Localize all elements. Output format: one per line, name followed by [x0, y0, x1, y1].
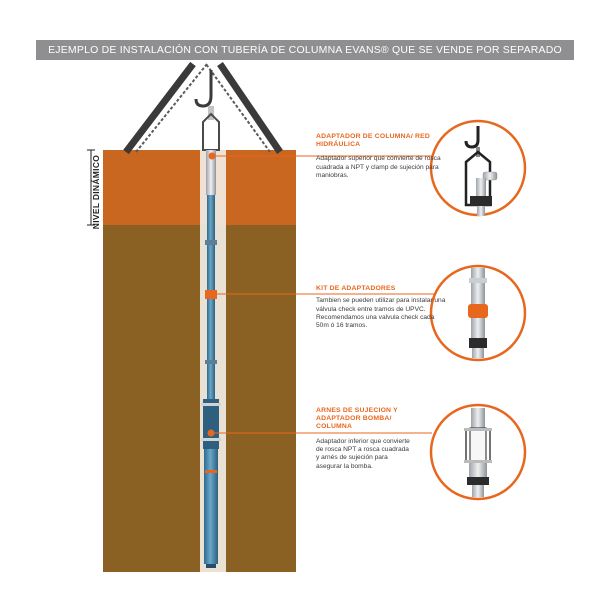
callout-description: Adaptador inferior que convierte de rosca NPT a rosca cuadrada y arnés de sujeción para asegurar la bomba. — [316, 437, 410, 470]
callout-title: KIT DE ADAPTADORES — [316, 285, 396, 292]
callout-description: Adaptador superior que convierte de rosca cuadrada a NPT y clamp de sujeción para maniobras. — [316, 155, 441, 180]
callout-title: ADAPTADOR DE COLUMNA/ RED HIDRÁULICA — [316, 133, 430, 149]
callout-column-adapter — [316, 133, 446, 181]
callout-pump-harness — [316, 407, 446, 471]
callout-adapter-kit — [316, 285, 446, 331]
crane-hook-icon — [196, 70, 219, 150]
callout-description: Tambien se pueden utilizar para instalar una válvula check entre tramos de UPVC. Recomendamos una valvula check cada 50m ó 16 tramos. — [316, 297, 446, 330]
upper-soil-layer — [103, 150, 296, 225]
dynamic-level-label: NIVEL DINÁMICO — [91, 154, 101, 230]
callout-title: ARNES DE SUJECION Y ADAPTADOR BOMBA/ COLUMNA — [316, 407, 398, 431]
title-banner-text: EJEMPLO DE INSTALACIÓN CON TUBERÍA DE COLUMNA EVANS® QUE SE VENDE POR SEPARADO — [48, 44, 562, 56]
lower-soil-layer — [103, 224, 296, 572]
